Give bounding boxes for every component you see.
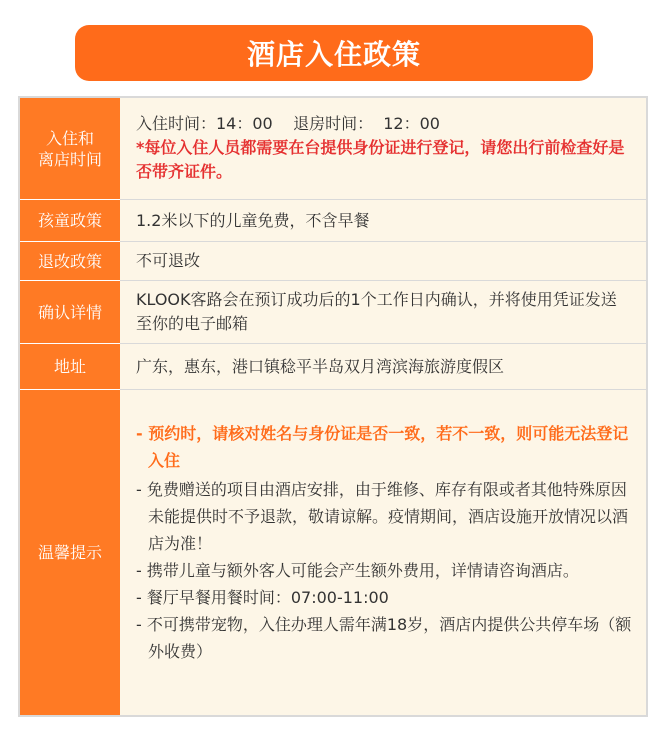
policy-table	[18, 96, 648, 717]
cancellation-policy-text: 不可退改	[136, 251, 201, 270]
row-label-tips	[20, 390, 120, 715]
row-label-address	[20, 344, 120, 390]
tip-item: - 餐厅早餐用餐时间：07:00-11:00	[136, 588, 389, 607]
row-value-child-policy	[120, 200, 646, 242]
checkin-checkout-times: 入住时间：14：00 退房时间： 12：00	[136, 114, 440, 133]
label-text: 确认详情	[37, 302, 102, 322]
row-label-cancellation-policy	[20, 242, 120, 281]
row-label-confirmation-details	[20, 281, 120, 344]
page-title: 酒店入住政策	[75, 25, 593, 81]
child-policy-text: 1.2米以下的儿童免费，不含早餐	[136, 210, 370, 230]
label-text: 孩童政策	[37, 211, 102, 230]
confirmation-details-text: KLOOK客路会在预订成功后的1个工作日内确认，并将使用凭证发送至你的电子邮箱	[136, 290, 617, 333]
row-value-confirmation-details	[120, 281, 646, 344]
row-label-child-policy	[20, 200, 120, 242]
row-value-address	[120, 344, 646, 390]
row-label-checkin-checkout	[20, 98, 120, 200]
row-value-cancellation-policy	[120, 242, 646, 281]
id-notice: *每位入住人员都需要在台提供身份证进行登记，请您出行前检查好是否带齐证件。	[136, 138, 625, 181]
label-text: 退改政策	[37, 251, 102, 271]
label-text: 地址	[53, 357, 86, 376]
label-text: 温馨提示	[37, 543, 102, 562]
tip-item: - 不可携带宠物，入住办理人需年满18岁，酒店内提供公共停车场（额外收费）	[136, 615, 632, 661]
tip-item: - 预约时，请核对姓名与身份证是否一致，若不一致，则可能无法登记入住	[136, 424, 629, 470]
tip-item: - 免费赠送的项目由酒店安排，由于维修、库存有限或者其他特殊原因未能提供时不予退款，敬请谅解。疫情期间，酒店设施开放情况以酒店为准！	[136, 480, 629, 553]
row-value-tips	[120, 390, 646, 715]
label-text: 入住和 离店时间	[37, 128, 102, 169]
address-text: 广东，惠东，港口镇稔平半岛双月湾滨海旅游度假区	[136, 356, 505, 376]
row-value-checkin-checkout	[120, 98, 646, 200]
tip-item: - 携带儿童与额外客人可能会产生额外费用，详情请咨询酒店。	[136, 561, 579, 580]
